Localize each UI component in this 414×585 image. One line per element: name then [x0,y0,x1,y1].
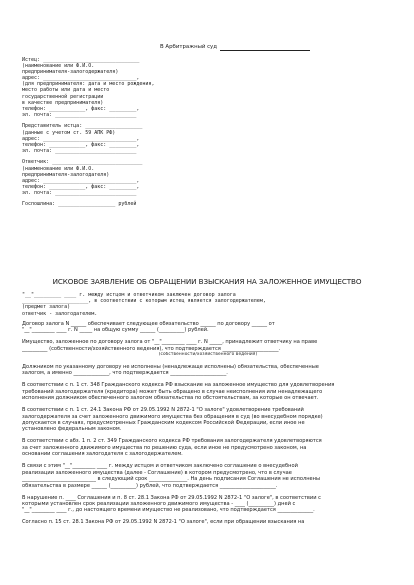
paragraph-line: установлено федеральным законом. [22,426,122,433]
party-line: адрес: _______________________________, [22,75,140,82]
paragraph [22,519,394,525]
paragraph-line: которыми установлен срок реализации заложенного движимого имущества - ____ (__________) дней с [22,500,296,507]
paragraph-line: В соответствии с п. 1 ст. 348 Гражданского кодекса РФ взыскание на заложенное имущество для удовлетворения [22,382,335,389]
party-line: телефон: ____________, факс: _________, [22,105,140,112]
paragraph [22,495,394,514]
party-line: (для предпринимателя: дата и место рождения, [22,81,155,88]
party-line: эл. почта: ___________________________ [22,147,137,154]
party-line: в качестве предпринимателя) [22,99,104,106]
paragraph-line: _____________________________ в следующий срок _______________. На день подписания Соглашения не исполнены [22,476,321,483]
paragraph-line: допускается в случаях, предусмотренных Гражданским кодексом Российской Федерации, если иное не [22,420,305,427]
paragraph-line: Имущество, заложенное по договору залога от "__"_________ ____ г. N _____, принадлежит ответчику на праве [22,339,318,346]
party-line: (данные с учетом ст. 59 АПК РФ) [22,129,116,136]
party-line: эл. почта: ___________________________ [22,111,137,118]
state-fee-block [22,201,282,207]
party-line: (наименование или Ф.И.О. [22,165,95,172]
paragraph-line: реализации заложенного имущества (далее - Соглашение) в котором предусмотрено, что в случае [22,469,292,476]
paragraph [22,438,394,457]
party-line: Представитель истца: ___________________ [22,123,143,130]
court-prefix: В Арбитражный суд [160,44,217,50]
party-line: государственной регистрации [22,93,104,100]
party-line: Истец: ________________________________ [22,57,140,63]
party-line: Ответчик: ______________________________ [22,159,143,166]
paragraph-line: __________ (собственности/хозяйственного ведения), что подтверждается ______________________. [22,345,281,352]
party-line: место работы или дата и место [22,87,110,94]
paragraph [22,463,394,489]
paragraph-line: В соответствии с абз. 1 п. 2 ст. 349 Гражданского кодекса РФ требования залогодержателя удовлетворяются [22,438,322,445]
paragraph-line: В нарушение п. ____ Соглашения и п. 8 ст. 28.1 Закона РФ от 29.05.1992 N 2872-1 "О залоге", в соответствии с [22,494,321,501]
party-line: адрес: _______________________________, [22,177,140,184]
defendant-block [22,159,282,196]
plaintiff-block [22,57,282,118]
paragraph-line: Должником по указанному договору не исполнены (ненадлежаще исполнены) обязательства, обеспеченные [22,364,319,371]
party-line: (наименование или Ф.И.О. [22,63,95,70]
paragraph-line: обязательства в размере ______ (__________) рублей, что подтверждается ______________________. [22,482,278,489]
party-line: эл. почта: ___________________________ [22,189,137,196]
paragraph [22,407,394,433]
document-title: ИСКОВОЕ ЗАЯВЛЕНИЕ ОБ ОБРАЩЕНИИ ВЗЫСКАНИЯ НА ЗАЛОЖЕННОЕ ИМУЩЕСТВО [52,277,362,286]
paragraph [22,339,394,358]
party-line: предпринимателя-залогодержателя) [22,69,119,76]
parties-block [22,57,282,213]
paragraph [22,321,394,334]
paragraph [22,382,394,401]
paragraph-line: основании соглашения залогодателя с залогодержателем. [22,451,183,458]
paragraph-line: "__"_________ ____ г., до настоящего времени имущество не реализовано, что подтверждается ______________. [22,507,315,514]
paragraph-line: В связи с этим "__"_________ ____ г. между истцом и ответчиком заключено соглашение о внесудебной [22,463,298,470]
party-line: Госпошлина: ___________________ рублей [22,201,137,208]
paragraph-line: залогом, а именно ______________, что подтверждается ______________________. [22,370,228,377]
paragraph-line: Договор залога N ______ обеспечивает следующее обязательство ______ по договору ______ от [22,320,275,327]
paragraph-line: В соответствии с п. 1 ст. 24.1 Закона РФ от 29.05.1992 N 2872-1 "О залоге" удовлетворение требований [22,407,304,414]
representative-block [22,123,282,153]
document-body [22,292,394,531]
court-header [160,44,360,51]
paragraph-line: залогодержателя за счет заложенного движимого имущества без обращения в суд (во внесудебном порядке) [22,413,323,420]
party-line: адрес: _______________________________, [22,135,140,142]
party-line: предпринимателя-залогодателя) [22,171,110,178]
paragraph-line: требований залогодержателя (кредитора) может быть обращено в случае неисполнения или ненадлежащего [22,388,323,395]
party-line: телефон: ____________, факс: _________, [22,141,140,148]
intro-paragraph [22,292,394,317]
intro-line: ______________________, в соответствии с которым истец является залогодержателем, [22,298,266,305]
paragraph-line: за счет заложенного движимого имущества по решению суда, если иное не предусмотрено законом, на [22,444,307,451]
paragraph [22,364,394,377]
intro-line: ответчик - залогодателем. [22,310,98,317]
court-name-blank [220,50,310,51]
paragraph-line: исполнения должником обеспеченного залогом обязательства по обстоятельствам, за которые он отвечает. [22,395,319,402]
party-line: телефон: ____________, факс: _________, [22,183,140,190]
footnote-label: (собственности/хозяйственного ведения) [158,352,258,358]
intro-line: (предмет залога) [22,304,71,311]
intro-line: "__"_________ ____ г. между истцом и ответчиком заключен договор залога [22,292,236,298]
paragraph-line: "__"_________ ____ г. N _____ на общую сумму ______ (__________) рублей. [22,327,209,334]
paragraph-line: Согласно п. 15 ст. 28.1 Закона РФ от 29.05.1992 N 2872-1 "О залоге", если при обращении взыскания на [22,519,305,526]
